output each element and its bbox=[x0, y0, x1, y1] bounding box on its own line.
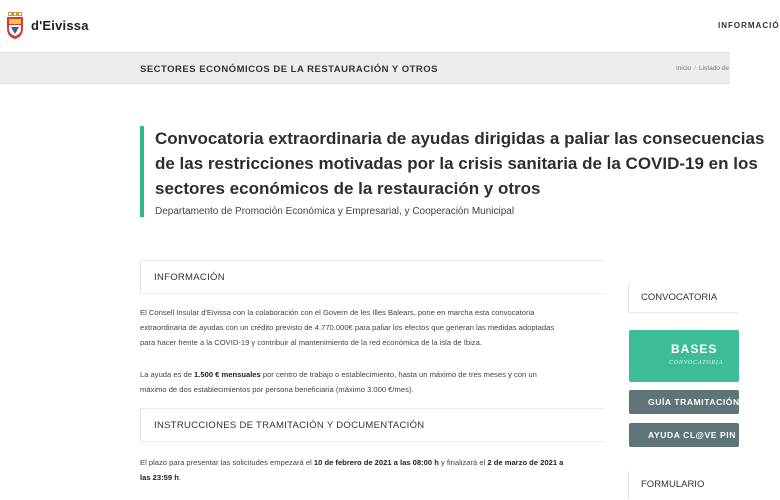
text-fragment: por centro de trabajo o establecimiento, hasta un máximo de tres meses y con un bbox=[260, 370, 537, 379]
top-header bbox=[0, 0, 780, 52]
department-subtitle: Departamento de Promoción Económica y Empresarial, y Cooperación Municipal bbox=[155, 206, 515, 217]
main-title-line: sectores económicos de la restauración y otros bbox=[155, 179, 541, 198]
breadcrumb-separator: / bbox=[694, 65, 696, 72]
main-title-line: Convocatoria extraordinaria de ayudas dirigidas a paliar las consecuencias bbox=[155, 129, 765, 148]
sidebar-convocatoria-text: CONVOCATORIA bbox=[641, 292, 718, 303]
ayuda-clave-pin-label: AYUDA CL@VE PIN bbox=[648, 430, 736, 440]
section-instrucciones-header bbox=[140, 408, 605, 442]
coat-of-arms-logo[interactable] bbox=[5, 12, 25, 40]
info-paragraph-line: para hacer frente a la COVID-19 y contribuir al mantenimiento de la red económica de la isla de Ibiza. bbox=[140, 338, 482, 347]
section-informacion-title: INFORMACIÓN bbox=[154, 272, 225, 283]
start-date-highlight: 10 de febrero de 2021 a las 08:00 h bbox=[313, 458, 439, 467]
info-paragraph-2 bbox=[140, 367, 606, 397]
text-fragment: y finalizará el bbox=[438, 458, 488, 467]
bases-button-sublabel: CONVOCATORIA bbox=[669, 360, 724, 366]
sidebar-convocatoria-label bbox=[628, 284, 738, 312]
section-informacion-header bbox=[140, 260, 605, 294]
page-title: SECTORES ECONÓMICOS DE LA RESTAURACIÓN Y OTROS bbox=[140, 64, 439, 75]
breadcrumb bbox=[676, 65, 729, 72]
end-time-highlight: las 23:59 h bbox=[140, 473, 179, 482]
brand-name[interactable]: d'Eivissa bbox=[31, 18, 89, 33]
sidebar-formulario-text: FORMULARIO bbox=[641, 479, 705, 490]
nav-item-informacio[interactable]: INFORMACIÓ bbox=[718, 21, 780, 30]
info-paragraph-line: El Consell Insular d'Eivissa con la colaboración con el Govern de les Illes Balears, pone en marcha esta convocatoria bbox=[140, 308, 535, 317]
page-title-band bbox=[0, 52, 730, 84]
text-fragment: El plazo para presentar las solicitudes empezará el bbox=[140, 458, 314, 467]
bases-button[interactable] bbox=[629, 330, 739, 382]
main-title bbox=[155, 126, 765, 201]
bases-button-label: BASES bbox=[671, 342, 718, 356]
sidebar-formulario-label bbox=[628, 471, 738, 499]
sidebar-divider bbox=[628, 312, 738, 313]
end-date-highlight: 2 de marzo de 2021 a bbox=[487, 458, 564, 467]
main-title-line: de las restricciones motivadas por la crisis sanitaria de la COVID-19 en los bbox=[155, 154, 758, 173]
convocatoria-heading bbox=[140, 126, 765, 217]
guia-tramitacion-button[interactable] bbox=[629, 390, 739, 414]
section-instrucciones-title: INSTRUCCIONES DE TRAMITACIÓN Y DOCUMENTACIÓN bbox=[154, 420, 425, 431]
breadcrumb-listado[interactable]: Listado de bbox=[699, 65, 729, 72]
breadcrumb-inicio[interactable]: Inicio bbox=[676, 65, 692, 72]
info-paragraph-1 bbox=[140, 305, 606, 350]
text-fragment: La ayuda es de bbox=[140, 370, 195, 379]
instr-paragraph-1 bbox=[140, 455, 606, 485]
info-paragraph-line: extraordinaria de ayudas con un crédito previsto de 4.770.000€ para paliar los efectos que generan las medidas adoptadas bbox=[140, 323, 555, 332]
text-fragment: . bbox=[178, 473, 181, 482]
ayuda-clave-pin-button[interactable] bbox=[629, 423, 739, 447]
guia-tramitacion-label: GUÍA TRAMITACIÓN bbox=[648, 397, 740, 407]
amount-highlight: 1.500 € mensuales bbox=[194, 370, 261, 379]
info-paragraph-line: máximo de dos establecimientos por persona beneficiaria (máximo 3.000 €/mes). bbox=[140, 385, 414, 394]
